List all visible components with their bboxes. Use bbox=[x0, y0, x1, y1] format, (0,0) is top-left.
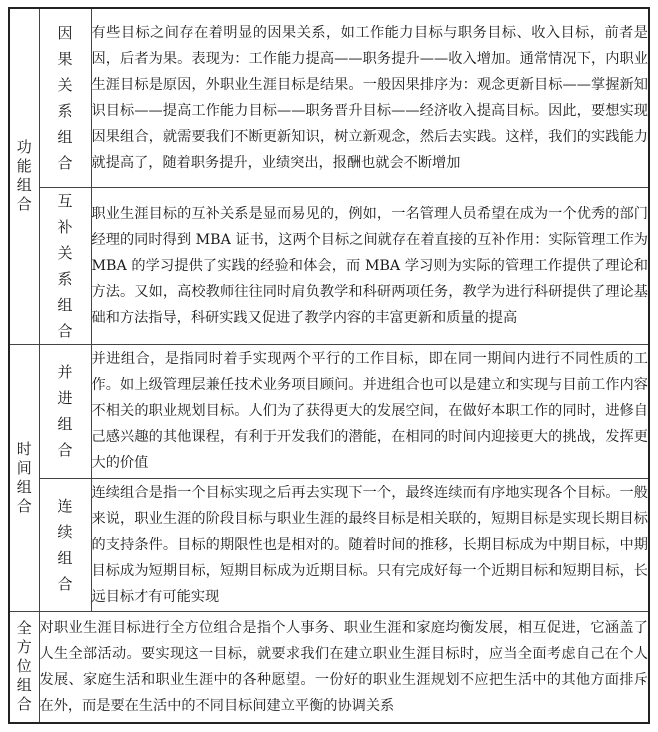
subcategory-cell bbox=[39, 187, 91, 344]
table-row bbox=[9, 344, 649, 478]
table-row bbox=[9, 478, 649, 611]
table-row bbox=[9, 611, 649, 723]
category-cell-all-round bbox=[9, 611, 39, 723]
subcategory-cell bbox=[39, 344, 91, 478]
subcategory-label: 互补关系组合 bbox=[57, 191, 73, 340]
subcategory-label: 因果关系组合 bbox=[57, 23, 73, 172]
description-cell: 并进组合，是指同时着手实现两个平行的工作目标，即在同一期间内进行不同性质的工作。如上级管理层兼任技术业务项目顾问。并进组合也可以是建立和实现与目前工作内容不相关的职业规划目标。人们为了获得更大的发展空间，在做好本职工作的同时，进修自己感兴趣的其他课程，有利于开发我们的潜能，在相同的时间内迎接更大的挑战，发挥更大的价值 bbox=[91, 344, 649, 478]
category-label: 时间组合 bbox=[16, 439, 32, 515]
category-cell-function bbox=[9, 8, 39, 344]
description-cell: 连续组合是指一个目标实现之后再去实现下一个，最终连续而有序地实现各个目标。一般来说，职业生涯的阶段目标与职业生涯的最终目标是相关联的，短期目标是实现长期目标的支持条件。目标的期限性也是相对的。随着时间的推移，长期目标成为中期目标，中期目标成为短期目标，短期目标成为近期目标。只有完成好每一个近期目标和短期目标，长远目标才有可能实现 bbox=[91, 478, 649, 611]
description-cell: 职业生涯目标的互补关系是显而易见的，例如，一名管理人员希望在成为一个优秀的部门经理的同时得到 MBA 证书，这两个目标之间就存在着直接的互补作用：实际管理工作为 MBA 的学习提供了实践的经验和体会，而 MBA 学习则为实际的管理工作提供了理论和方法。又如，高校教师往往同时肩负教学和科研两项任务，教学为进行科研提供了理论基础和方法指导，科研实践又促进了教学内容的丰富更新和质量的提高 bbox=[91, 187, 649, 344]
subcategory-label: 连续组合 bbox=[57, 496, 73, 593]
subcategory-cell bbox=[39, 478, 91, 611]
subcategory-label: 并进组合 bbox=[57, 363, 73, 459]
subcategory-cell bbox=[39, 8, 91, 187]
category-cell-time bbox=[9, 344, 39, 611]
description-cell: 对职业生涯目标进行全方位组合是指个人事务、职业生涯和家庭均衡发展，相互促进，它涵盖了人生全部活动。要实现这一目标，就要求我们在建立职业生涯目标时，应当全面考虑自己在个人发展、家庭生活和职业生涯中的各种愿望。一份好的职业生涯规划不应把生活中的其他方面排斥在外，而是要在生活中的不同目标间建立平衡的协调关系 bbox=[39, 611, 649, 723]
table-row bbox=[9, 8, 649, 187]
description-cell: 有些目标之间存在着明显的因果关系，如工作能力目标与职务目标、收入目标，前者是因，后者为果。表现为：工作能力提高——职务提升——收入增加。通常情况下，内职业生涯目标是原因，外职业生涯目标是结果。一般因果排序为：观念更新目标——掌握新知识目标——提高工作能力目标——职务晋升目标——经济收入提高目标。因此，要想实现因果组合，就需要我们不断更新知识，树立新观念，然后去实践。这样，我们的实践能力就提高了，随着职务提升，业绩突出，报酬也就会不断增加 bbox=[91, 8, 649, 187]
goal-combination-table bbox=[8, 7, 650, 724]
category-label: 全方位组合 bbox=[16, 619, 32, 714]
table-row bbox=[9, 187, 649, 344]
category-label: 功能组合 bbox=[16, 138, 32, 214]
